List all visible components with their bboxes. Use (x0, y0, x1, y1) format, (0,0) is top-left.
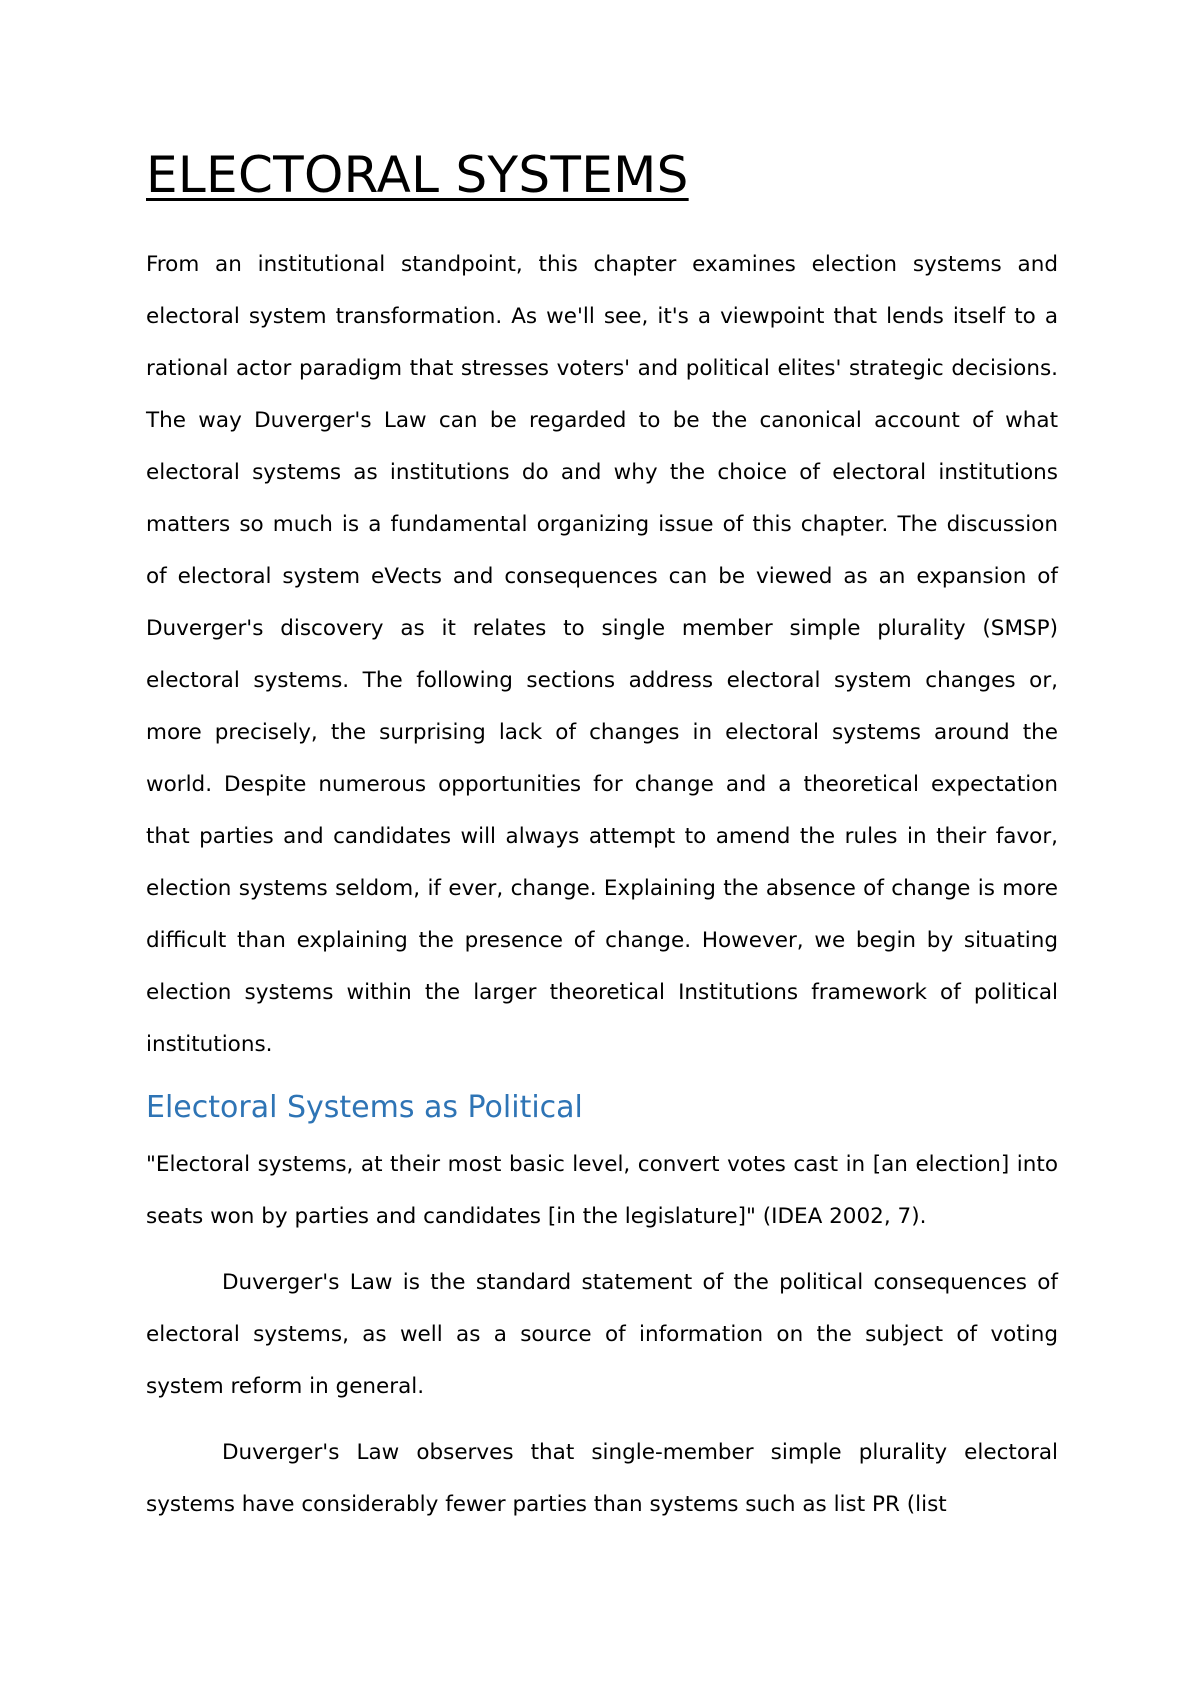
quote-paragraph: "Electoral systems, at their most basic level, convert votes cast in [an election] into seats won by parties and candidates [in the legislature]" (IDEA 2002, 7). (146, 1152, 1058, 1229)
intro-paragraph: From an institutional standpoint, this chapter examines election systems and electoral system transformation. As we'll see, it's a viewpoint that lends itself to a rational actor paradigm that stresses voters' and political elites' strategic decisions. The way Duverger's Law can be regarded to be the canonical account of what electoral systems as institutions do and why the choice of electoral institutions matters so much is a fundamental organizing issue of this chapter. The discussion of electoral system eVects and consequences can be viewed as an expansion of Duverger's discovery as it relates to single member simple plurality (SMSP) electoral systems. The following sections address electoral system changes or, more precisely, the surprising lack of changes in electoral systems around the world. Despite numerous opportunities for change and a theoretical expectation that parties and candidates will always attempt to amend the rules in their favor, election systems seldom, if ever, change. Explaining the absence of change is more difficult than explaining the presence of change. However, we begin by situating election systems within the larger theoretical Institutions framework of political institutions. (146, 252, 1058, 1057)
section-heading: Electoral Systems as Political (146, 1090, 583, 1125)
body-paragraph-duverger-observes: Duverger's Law observes that single-member simple plurality electoral systems have considerably fewer parties than systems such as list PR (list (146, 1440, 1058, 1517)
body-paragraph-duverger-standard: Duverger's Law is the standard statement of the political consequences of electoral systems, as well as a source of information on the subject of voting system reform in general. (146, 1270, 1058, 1399)
document-body (146, 145, 1058, 1545)
document-title: ELECTORAL SYSTEMS (146, 146, 689, 204)
